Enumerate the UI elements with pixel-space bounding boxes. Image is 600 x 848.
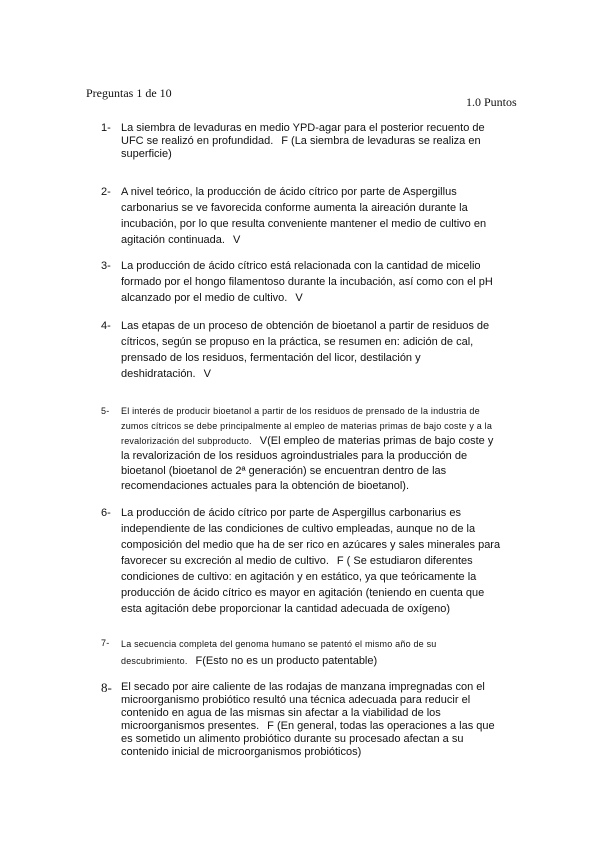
question-number: 1- bbox=[101, 122, 111, 134]
question-number: 7- bbox=[101, 638, 110, 648]
points-label: 1.0 Puntos bbox=[466, 95, 517, 109]
question-8 bbox=[101, 681, 501, 759]
question-text: La producción de ácido cítrico está relacionada con la cantidad de micelio formado por el hongo filamentoso durante la incubación, así como con el pH alcanzado por el medio de cultivo. bbox=[121, 260, 493, 304]
question-number: 3- bbox=[101, 260, 111, 272]
question-text: El secado por aire caliente de las rodajas de manzana impregnadas con el microorganismo probiótico resultó una técnica adecuada para reducir el contenido en agua de las mismas sin afectar a la viabilidad de los microorganismos presentes. bbox=[121, 681, 485, 732]
question-answer: F (La siembra de levaduras se realiza en superficie) bbox=[121, 135, 481, 160]
question-text: La siembra de levaduras en medio YPD-agar para el posterior recuento de UFC se realizó en profundidad. bbox=[121, 122, 485, 147]
question-answer: F (En general, todas las operaciones a las que es sometido un alimento probiótico durante su procesado afectan a su contenido inicial de microorganismos probióticos) bbox=[121, 720, 495, 758]
question-6 bbox=[101, 505, 501, 617]
question-number: 6- bbox=[101, 507, 111, 519]
question-text: La producción de ácido cítrico por parte de Aspergillus carbonarius es independiente de las condiciones de cultivo empleadas, aunque no de la composición del medio que ha de ser rico en azúcares y sales minerales para favorecer su excreción al medio de cultivo. bbox=[121, 507, 501, 567]
question-number: 2- bbox=[101, 186, 111, 198]
question-answer: F ( Se estudiaron diferentes condiciones de cultivo: en agitación y en estático, ya que teóricamente la producción de ácido cítrico es mayor en agitación (teniendo en cuenta que esta agitación debe proporcionar la cantidad adecuada de oxígeno) bbox=[121, 555, 485, 615]
question-answer: V bbox=[232, 234, 241, 246]
question-2 bbox=[101, 184, 501, 248]
question-counter: Preguntas 1 de 10 bbox=[86, 86, 172, 100]
question-number: 5- bbox=[101, 406, 110, 416]
question-number: 4- bbox=[101, 320, 111, 332]
question-answer: V(El empleo de materias primas de bajo coste y la revalorización de los residuos agroindustriales para la producción de bioetanol (bioetanol de 2ª generación) se encuentran dentro de las recomendaciones actuales para la obtención de bioetanol). bbox=[121, 435, 494, 492]
question-4 bbox=[101, 318, 501, 382]
question-5 bbox=[101, 404, 501, 494]
question-answer: F(Esto no es un producto patentable) bbox=[195, 655, 378, 667]
question-answer: V bbox=[295, 292, 303, 304]
question-1 bbox=[101, 122, 501, 161]
question-text: Las etapas de un proceso de obtención de bioetanol a partir de residuos de cítricos, según se propuso en la práctica, se resumen en: adición de cal, prensado de los residuos, fermentación del licor, destilación y deshidratación. bbox=[121, 320, 490, 380]
question-text: A nivel teórico, la producción de ácido cítrico por parte de Aspergillus carbonarius se ve favorecida conforme aumenta la aireación durante la incubación, por lo que resulta conveniente mantener el medio de cultivo en agitación continuada. bbox=[121, 186, 487, 246]
question-text: El interés de producir bioetanol a partir de los residuos de prensado de la industria de zumos cítricos se debe principalmente al empleo de materias primas de bajo coste y a la revalorización del subproducto. bbox=[121, 406, 493, 446]
question-7 bbox=[101, 636, 501, 670]
question-text: La secuencia completa del genoma humano se patentó el mismo año de su descubrimiento. bbox=[121, 639, 437, 666]
question-number: 8- bbox=[101, 680, 112, 695]
question-answer: V bbox=[203, 368, 211, 380]
question-3 bbox=[101, 258, 501, 306]
